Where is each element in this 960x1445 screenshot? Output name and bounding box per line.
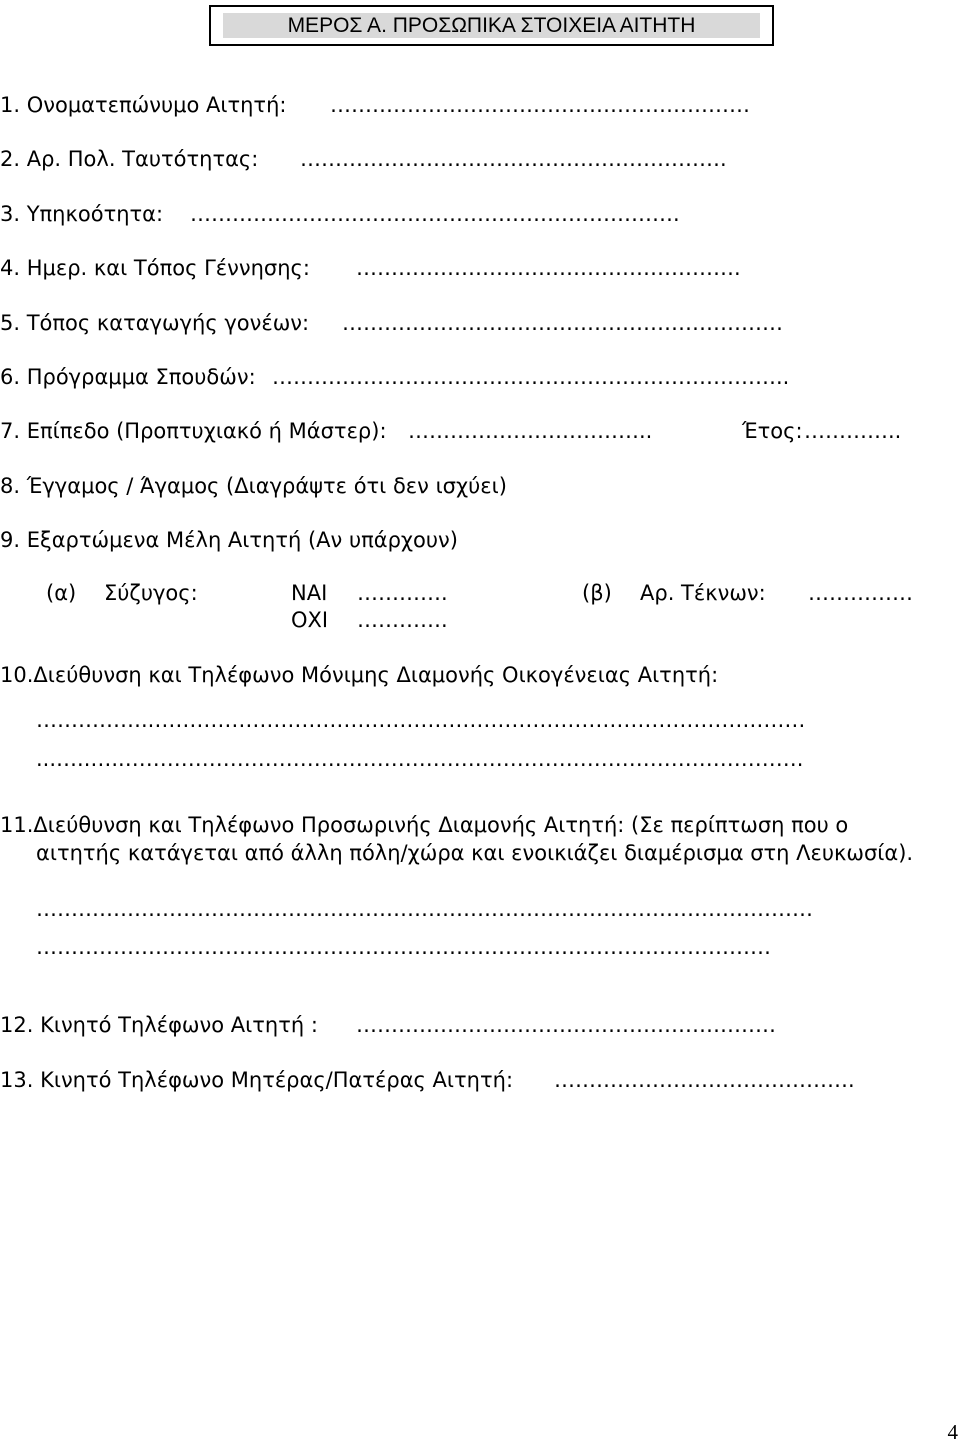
children-blank[interactable]: …………… xyxy=(808,581,913,605)
field-full-name xyxy=(0,92,286,118)
field-parent-mobile-phone: 13. Κινητό Τηλέφωνο Μητέρας/Πατέρας Αιτητή: xyxy=(0,1068,514,1092)
field-year-label: Έτος: xyxy=(742,419,803,443)
permanent-address-blank-1[interactable]: ……………..………………………………………………………………………………… xyxy=(36,708,806,732)
field-mobile-phone-blank[interactable]: …………………………………………………… xyxy=(356,1013,776,1037)
field-temporary-address-note: αιτητής κατάγεται από άλλη πόλη/χώρα και ενοικιάζει διαμέρισμα στη Λευκωσία). xyxy=(36,841,914,865)
section-title-box xyxy=(209,5,774,46)
spouse-marker: (α) xyxy=(46,581,77,605)
field-parents-origin: 5. Τόπος καταγωγής γονέων: xyxy=(0,311,310,335)
section-title: ΜΕΡΟΣ Α. ΠΡΟΣΩΠΙΚΑ ΣΤΟΙΧΕΙΑ ΑΙΤΗΤΗ xyxy=(223,13,760,38)
temporary-address-blank-1[interactable]: ………………………………………………………………………………………………… xyxy=(36,897,813,921)
children-marker: (β) xyxy=(582,581,612,605)
field-year-blank[interactable]: ………….. xyxy=(804,419,902,443)
field-dependents: 9. Εξαρτώμενα Μέλη Αιτητή (Αν υπάρχουν) xyxy=(0,528,458,552)
field-birth-date-place-blank[interactable]: ………………………………………………. xyxy=(356,256,741,280)
field-label: 1. Ονοματεπώνυμο Αιτητή: xyxy=(0,93,287,117)
field-parent-mobile-phone-blank[interactable]: ……………………………………. xyxy=(554,1068,855,1092)
spouse-label: Σύζυγος: xyxy=(104,581,198,605)
field-full-name-blank[interactable]: …………………………………………………… xyxy=(330,93,750,117)
field-marital-status: 8. Έγγαμος / Άγαμος (Διαγράψτε ότι δεν ισχύει) xyxy=(0,474,507,498)
field-study-program: 6. Πρόγραμμα Σπουδών: xyxy=(0,365,256,389)
field-level: 7. Επίπεδο (Προπτυχιακό ή Μάστερ): xyxy=(0,419,387,443)
field-study-program-blank[interactable]: ……………………………………………………………….. xyxy=(272,365,790,389)
spouse-no-label: ΟΧΙ xyxy=(291,608,329,632)
field-citizenship-blank[interactable]: ……………………………………………………………. xyxy=(190,202,680,226)
page-number: 4 xyxy=(947,1420,958,1444)
field-id-number: 2. Αρ. Πολ. Ταυτότητας: xyxy=(0,147,259,171)
field-parents-origin-blank[interactable]: ……………………………………………………… xyxy=(342,311,783,335)
field-id-number-blank[interactable]: ……………………………………………………. xyxy=(300,147,727,171)
children-label: Αρ. Τέκνων: xyxy=(640,581,766,605)
spouse-no-blank[interactable]: …………. xyxy=(357,608,448,632)
field-citizenship: 3. Υπηκοότητα: xyxy=(0,202,164,226)
spouse-yes-blank[interactable]: …………. xyxy=(357,581,448,605)
field-permanent-address: 10.Διεύθυνση και Τηλέφωνο Μόνιμης Διαμονής Οικογένειας Αιτητή: xyxy=(0,663,719,687)
field-temporary-address: 11.Διεύθυνση και Τηλέφωνο Προσωρινής Διαμονής Αιτητή: (Σε περίπτωση που ο xyxy=(0,813,849,837)
permanent-address-blank-2[interactable]: ...…..…..……………………………………………………………………………………. xyxy=(36,747,804,771)
spouse-yes-label: ΝΑΙ xyxy=(291,581,328,605)
temporary-address-blank-2[interactable]: …………………………………………………………………………………………… xyxy=(36,935,771,959)
field-level-blank[interactable]: …………………………….. xyxy=(408,419,653,443)
field-birth-date-place: 4. Ημερ. και Τόπος Γέννησης: xyxy=(0,256,310,280)
field-mobile-phone: 12. Κινητό Τηλέφωνο Αιτητή : xyxy=(0,1013,318,1037)
